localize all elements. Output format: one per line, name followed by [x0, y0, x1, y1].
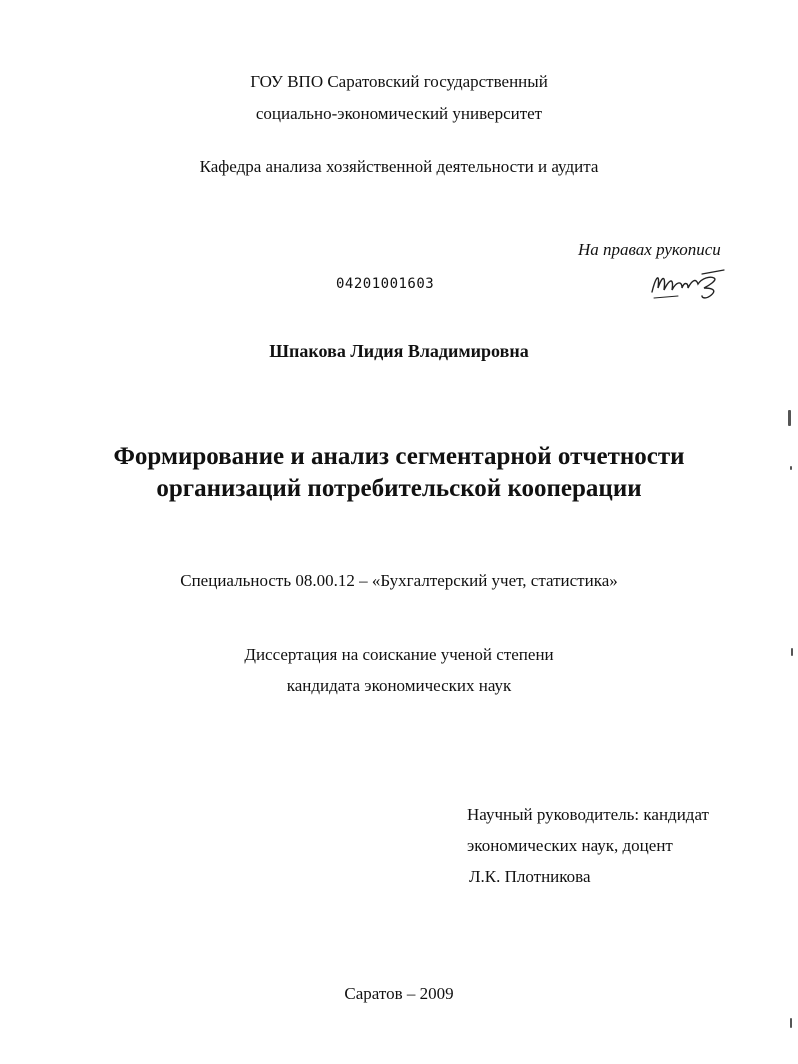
university-line-1: ГОУ ВПО Саратовский государственный: [250, 72, 548, 91]
city-year: Саратов – 2009: [344, 984, 454, 1003]
specialty-line: Специальность 08.00.12 – «Бухгалтерский учет, статистика»: [180, 571, 618, 590]
signature-image: [648, 266, 734, 302]
author-name: Шпакова Лидия Владимировна: [269, 341, 529, 361]
scan-speck: [788, 410, 791, 426]
thesis-title-line-1: Формирование и анализ сегментарной отчетности: [113, 443, 685, 470]
document-number: 04201001603: [336, 276, 435, 292]
supervisor-name: Л.К. Плотникова: [469, 867, 591, 886]
dissertation-line-2: кандидата экономических наук: [286, 676, 512, 695]
scan-speck: [790, 466, 792, 470]
scan-speck: [790, 1018, 792, 1028]
manuscript-note: На правах рукописи: [578, 240, 721, 259]
scan-speck: [791, 648, 793, 656]
university-line-2: социально-экономический университет: [255, 104, 543, 123]
supervisor-line-1: Научный руководитель: кандидат: [467, 805, 709, 824]
dissertation-line-1: Диссертация на соискание ученой степени: [244, 645, 554, 664]
supervisor-line-2: экономических наук, доцент: [467, 836, 673, 855]
thesis-title-line-2: организаций потребительской кооперации: [156, 475, 642, 502]
department-line: Кафедра анализа хозяйственной деятельности и аудита: [199, 157, 599, 176]
